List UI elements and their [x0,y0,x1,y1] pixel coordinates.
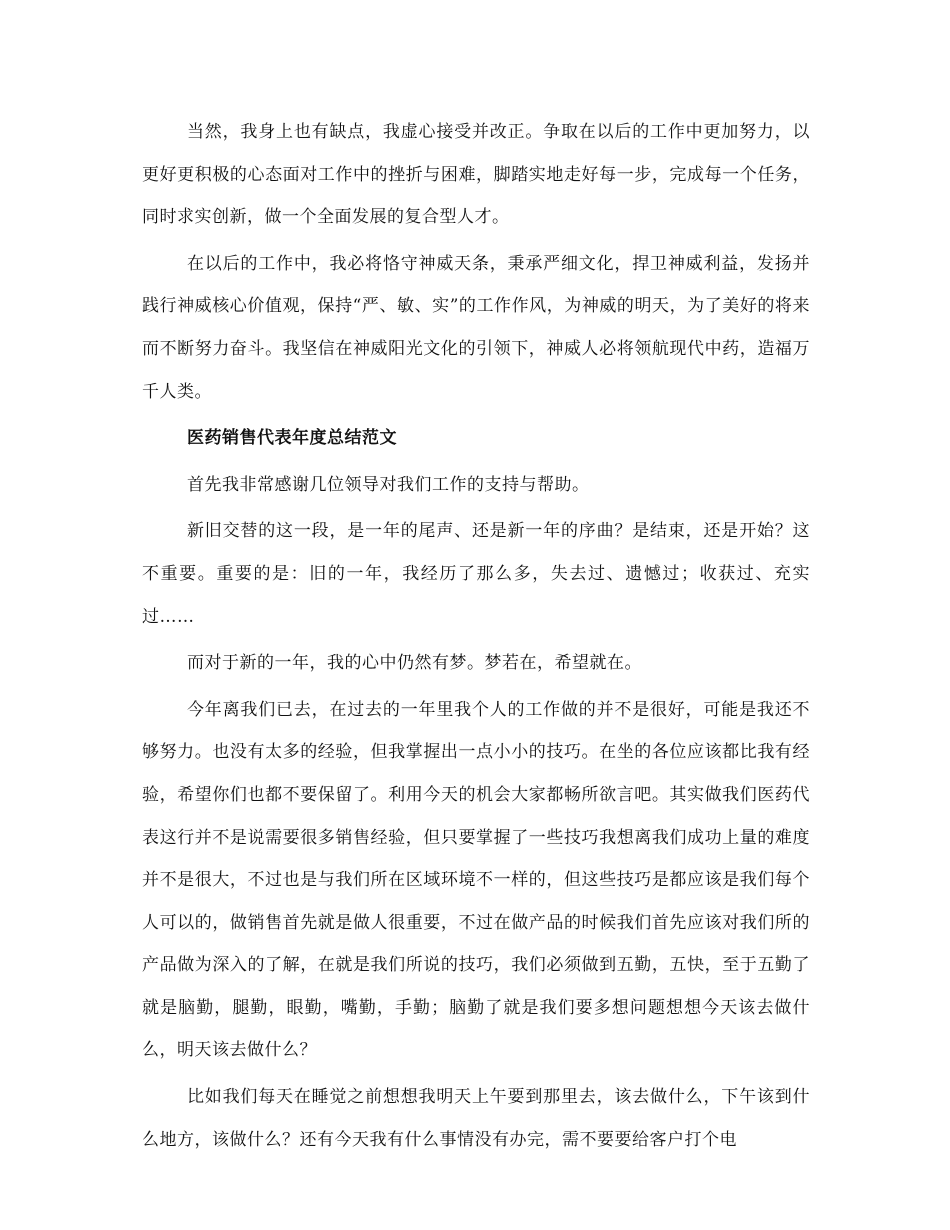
paragraph-year-transition: 新旧交替的这一段，是一年的尾声、还是新一年的序曲？是结束，还是开始？这不重要。重要的是：旧的一年，我经历了那么多，失去过、遗憾过；收获过、充实过…… [142,521,810,627]
paragraph-new-year-dream: 而对于新的一年，我的心中仍然有梦。梦若在，希望就在。 [187,653,642,674]
paragraph-thanks: 首先我非常感谢几位领导对我们工作的支持与帮助。 [187,474,590,495]
paragraph-daily-planning: 比如我们每天在睡觉之前想想我明天上午要到那里去，该去做什么，下午该到什么地方，该做什么？还有今天我有什么事情没有办完，需不要要给客户打个电 [142,1087,810,1150]
paragraph-future-work: 在以后的工作中，我必将恪守神威天条，秉承严细文化，捍卫神威利益，发扬并践行神威核心价值观，保持“严、敏、实”的工作作风，为神威的明天，为了美好的将来而不断努力奋斗。我坚信在神威阳光文化的引领下，神威人必将领航现代中药，造福万千人类。 [142,253,810,402]
paragraph-shortcomings: 当然，我身上也有缺点，我虚心接受并改正。争取在以后的工作中更加努力，以更好更积极的心态面对工作中的挫折与困难，脚踏实地走好每一步，完成每一个任务，同时求实创新，做一个全面发展的复合型人才。 [142,122,810,228]
section-heading: 医药销售代表年度总结范文 [187,428,397,449]
paragraph-sales-skills: 今年离我们已去，在过去的一年里我个人的工作做的并不是很好，可能是我还不够努力。也没有太多的经验，但我掌握出一点小小的技巧。在坐的各位应该都比我有经验，希望你们也都不要保留了。利用今天的机会大家都畅所欲言吧。其实做我们医药代表这行并不是说需要很多销售经验，但只要掌握了一些技巧我想离我们成功上量的难度并不是很大，不过也是与我们所在区域环境不一样的，但这些技巧是都应该是我们每个人可以的，做销售首先就是做人很重要，不过在做产品的时候我们首先应该对我们所的产品做为深入的了解，在就是我们所说的技巧，我们必须做到五勤，五快，至于五勤了就是脑勤，腿勤，眼勤，嘴勤，手勤；脑勤了就是我们要多想问题想想今天该去做什么，明天该去做什么？ [142,699,810,1061]
document-page [142,111,810,1165]
